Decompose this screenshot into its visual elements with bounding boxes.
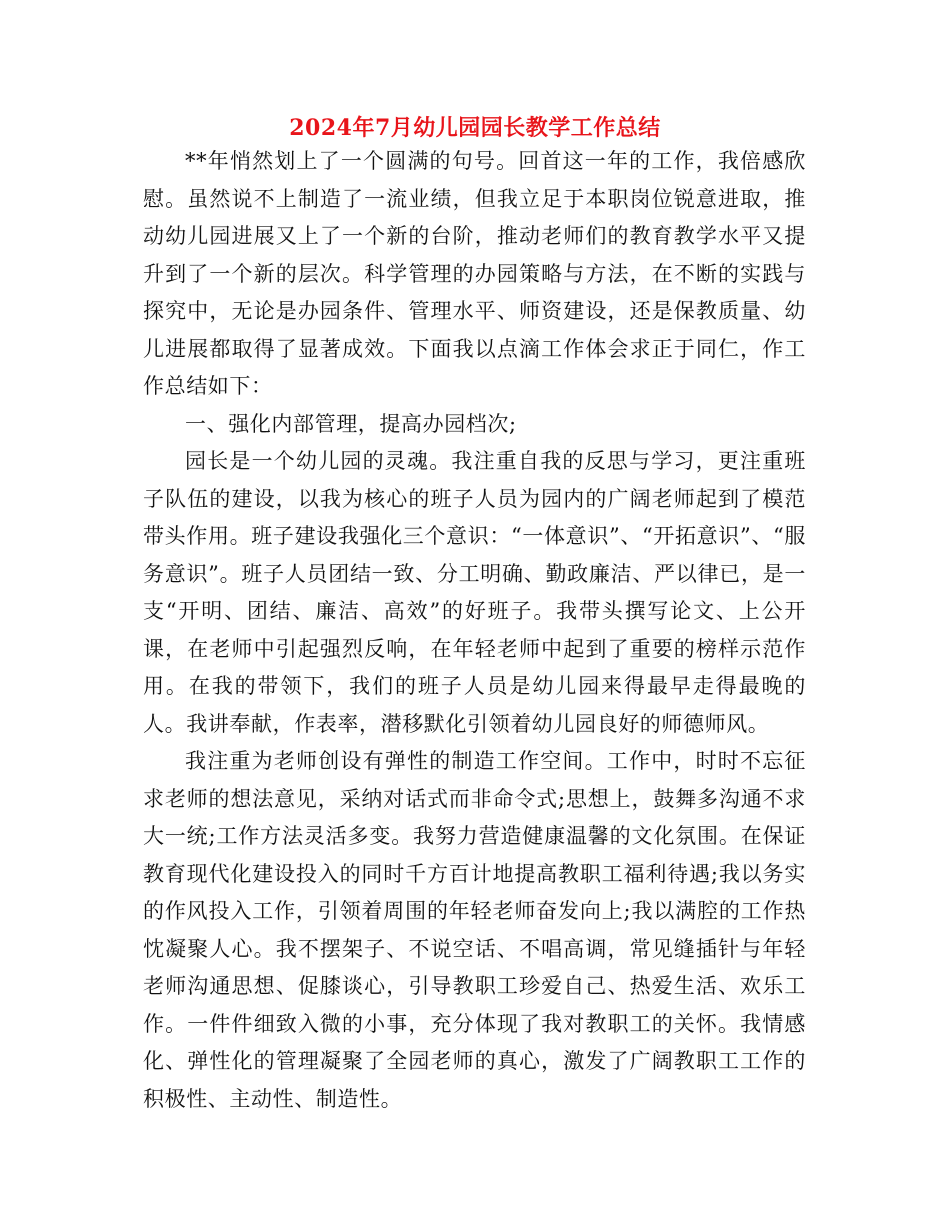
paragraph-leadership: 园长是一个幼儿园的灵魂。我注重自我的反思与学习，更注重班子队伍的建设，以我为核心的班子人员为园内的广阔老师起到了模范带头作用。班子建设我强化三个意识：“一体意识”、“开拓意识”、“服务意识”。班子人员团结一致、分工明确、勤政廉洁、严以律已，是一支“开明、团结、廉洁、高效”的好班子。我带头撰写论文、上公开课，在老师中引起强烈反响，在年轻老师中起到了重要的榜样示范作用。在我的带领下，我们的班子人员是幼儿园来得最早走得最晚的人。我讲奉献，作表率，潜移默化引领着幼儿园良好的师德师风。 bbox=[143, 449, 806, 736]
section-heading-1: 一、强化内部管理，提高办园档次; bbox=[185, 411, 517, 436]
paragraph-intro: **年悄然划上了一个圆满的句号。回首这一年的工作，我倍感欣慰。虽然说不上制造了一流业绩，但我立足于本职岗位锐意进取，推动幼儿园进展又上了一个新的台阶，推动老师们的教育教学水平又提升到了一个新的层次。科学管理的办园策略与方法，在不断的实践与探究中，无论是办园条件、管理水平、师资建设，还是保教质量、幼儿进展都取得了显著成效。下面我以点滴工作体会求正于同仁，作工作总结如下： bbox=[143, 149, 806, 398]
paragraph-work-space: 我注重为老师创设有弹性的制造工作空间。工作中，时时不忘征求老师的想法意见，采纳对话式而非命令式;思想上，鼓舞多沟通不求大一统;工作方法灵活多变。我努力营造健康温馨的文化氛围。在保证教育现代化建设投入的同时千方百计地提高教职工福利待遇;我以务实的作风投入工作，引领着周围的年轻老师奋发向上;我以满腔的工作热忱凝聚人心。我不摆架子、不说空话、不唱高调，常见缝插针与年轻老师沟通思想、促膝谈心，引导教职工珍爱自己、热爱生活、欢乐工作。一件件细致入微的小事，充分体现了我对教职工的关怀。我情感化、弹性化的管理凝聚了全园老师的真心，激发了广阔教职工工作的积极性、主动性、制造性。 bbox=[143, 749, 806, 1111]
document-title: 2024年7月幼儿园园长教学工作总结 bbox=[289, 115, 661, 141]
document-body bbox=[143, 143, 806, 1118]
